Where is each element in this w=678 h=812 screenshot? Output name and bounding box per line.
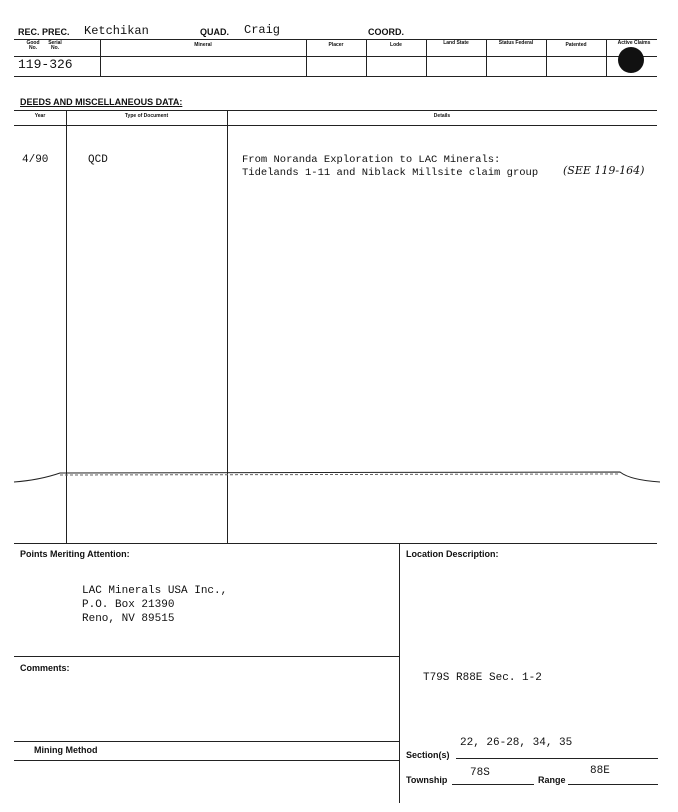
patented-header: Patented — [565, 42, 587, 48]
range-line — [568, 784, 658, 785]
quad-value: Craig — [244, 23, 281, 37]
land-state-header: Land State — [443, 40, 469, 46]
township-value: 78S — [470, 767, 490, 779]
range-label: Range — [538, 775, 566, 785]
township-label: Township — [406, 775, 448, 785]
sections-label: Section(s) — [406, 750, 450, 760]
column-divider — [486, 39, 487, 76]
serial-no-header: Serial No. — [48, 40, 62, 51]
active-claim-dot — [618, 47, 644, 73]
location-divider — [399, 543, 400, 803]
deeds-title: DEEDS AND MISCELLANEOUS DATA: — [20, 97, 183, 107]
column-divider — [546, 39, 547, 76]
year-header: Year — [34, 113, 46, 119]
header-row-rule — [14, 56, 657, 57]
deeds-top-rule — [14, 110, 657, 111]
active-claims-header: Active Claims — [617, 40, 651, 46]
comments-label: Comments: — [20, 663, 70, 673]
township-line — [452, 784, 534, 785]
deeds-header-rule — [14, 125, 657, 126]
status-federal-header: Status Federal — [498, 40, 534, 46]
crease-line — [0, 466, 678, 490]
deeds-bottom-rule — [14, 543, 657, 544]
quad-label: QUAD. — [200, 27, 229, 37]
entry-year: 4/90 — [22, 154, 49, 166]
handwritten-see-note: (SEE 119-164) — [563, 164, 645, 177]
sections-value: 22, 26-28, 34, 35 — [460, 737, 573, 749]
points-line1: LAC Minerals USA Inc., — [82, 585, 228, 597]
lode-header: Lode — [390, 42, 402, 48]
record-row-rule — [14, 76, 657, 77]
rec-prec-label: REC. PREC. — [18, 27, 70, 37]
entry-details-line1: From Noranda Exploration to LAC Minerals: — [242, 154, 501, 166]
column-divider — [100, 39, 101, 76]
coord-label: COORD. — [368, 27, 404, 37]
record-number: 119-326 — [18, 57, 73, 72]
mining-bottom-rule — [14, 760, 399, 761]
column-divider — [366, 39, 367, 76]
placer-header: Placer — [328, 42, 344, 48]
points-label: Points Meriting Attention: — [20, 549, 130, 559]
details-header: Details — [433, 113, 451, 119]
entry-details-line2: Tidelands 1-11 and Niblack Millsite claim group — [242, 167, 539, 179]
header-rule — [14, 39, 657, 40]
comments-rule — [14, 656, 399, 657]
rec-prec-value: Ketchikan — [84, 24, 149, 38]
doc-type-header: Type of Document — [124, 113, 169, 119]
mining-method-label: Mining Method — [34, 745, 98, 755]
mineral-header: Mineral — [194, 42, 212, 48]
good-no-header: Good No. — [26, 40, 40, 51]
column-divider — [306, 39, 307, 76]
column-divider — [426, 39, 427, 76]
mining-top-rule — [14, 741, 399, 742]
points-line2: P.O. Box 21390 — [82, 599, 175, 611]
points-line3: Reno, NV 89515 — [82, 613, 175, 625]
location-label: Location Description: — [406, 549, 499, 559]
location-description: T79S R88E Sec. 1-2 — [423, 672, 542, 684]
range-value: 88E — [590, 765, 610, 777]
sections-line — [456, 758, 658, 759]
column-divider — [606, 39, 607, 76]
entry-doc-type: QCD — [88, 154, 108, 166]
